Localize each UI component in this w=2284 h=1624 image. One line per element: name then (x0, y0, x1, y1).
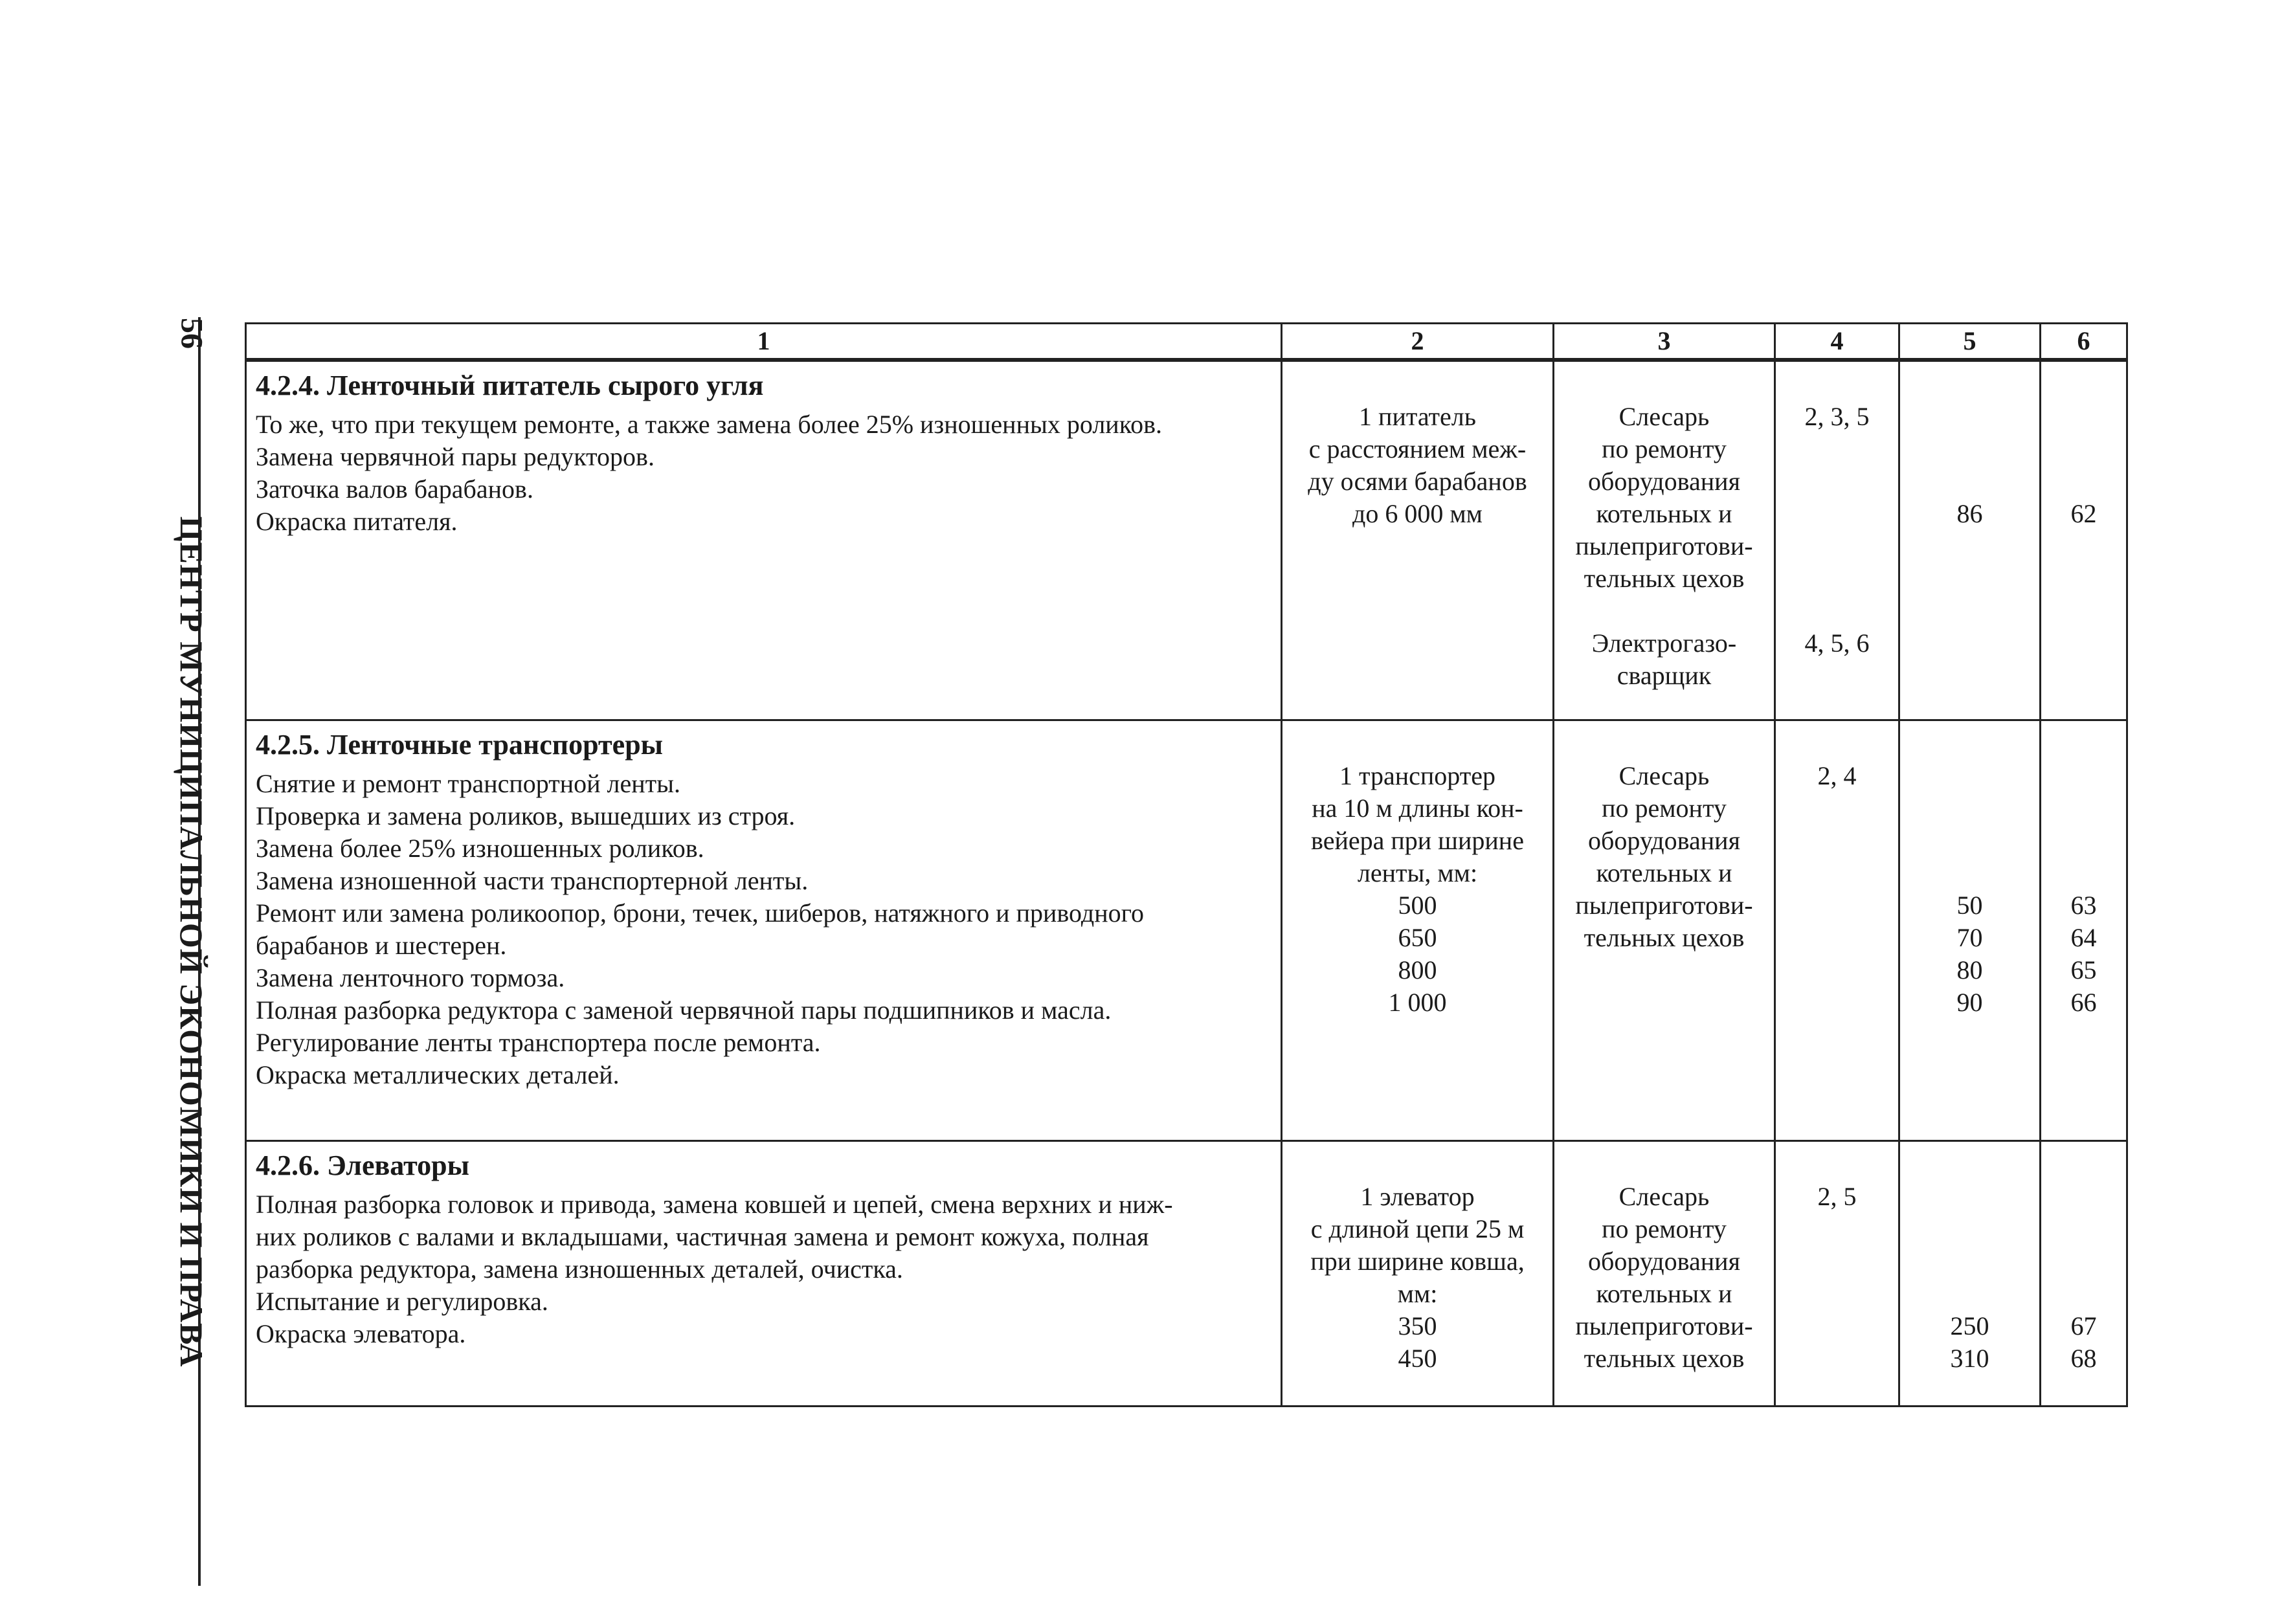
work-description (246, 720, 1282, 1140)
norm-value: 86 (1956, 499, 1983, 528)
unit-line: с длиной цепи 25 м (1310, 1214, 1525, 1243)
section-title: 4.2.5. Ленточные транспортеры (256, 728, 664, 761)
norm-value: 65 (2070, 955, 2097, 984)
header-cell-5: 5 (1899, 324, 2041, 361)
worker-line: пылеприготови- (1575, 1311, 1753, 1340)
page-number: 56 (174, 318, 209, 349)
unit-line: 650 (1398, 922, 1437, 952)
norms-table (245, 322, 2128, 1407)
grade-cell (1775, 360, 1899, 720)
worker-line: котельных и (1596, 499, 1732, 528)
work-description (246, 360, 1282, 720)
worker-line: оборудования (1588, 467, 1740, 496)
norm-value: 250 (1950, 1311, 1989, 1340)
header-cell-2: 2 (1282, 324, 1554, 361)
norm-value: 310 (1950, 1343, 1989, 1373)
work-description (246, 1140, 1282, 1406)
norm-cell-5 (1899, 1140, 2041, 1406)
unit-line: 350 (1398, 1311, 1437, 1340)
work-line: Замена более 25% изношенных роликов. (256, 833, 704, 863)
work-line: Ремонт или замена роликоопор, брони, течек, шиберов, натяжного и приводного (256, 898, 1145, 928)
unit-line: 500 (1398, 890, 1437, 920)
work-line: То же, что при текущем ремонте, а также замена более 25% изношенных роликов. (256, 410, 1162, 439)
header-cell-3: 3 (1554, 324, 1775, 361)
unit-line: с расстоянием меж- (1308, 434, 1527, 463)
work-line: Регулирование ленты транспортера после ремонта. (256, 1027, 821, 1057)
work-line: Окраска питателя. (256, 507, 458, 536)
unit-line: на 10 м длины кон- (1312, 793, 1523, 823)
worker-line: по ремонту (1602, 793, 1727, 823)
worker-line: тельных цехов (1584, 922, 1745, 952)
table-row (246, 720, 2127, 1140)
worker-cell (1554, 1140, 1775, 1406)
unit-cell (1282, 360, 1554, 720)
worker-line: по ремонту (1602, 1214, 1727, 1243)
header-cell-6: 6 (2041, 324, 2127, 361)
running-title: ЦЕНТР МУНИЦИПАЛЬНОЙ ЭКОНОМИКИ И ПРАВА (174, 516, 210, 1368)
norm-cell-6 (2041, 1140, 2127, 1406)
worker-line: по ремонту (1602, 434, 1727, 463)
work-line: Полная разборка редуктора с заменой червячной пары подшипников и масла. (256, 995, 1112, 1025)
worker-line: Слесарь (1618, 402, 1710, 431)
work-line: Полная разборка головок и привода, замена ковшей и цепей, смена верхних и ниж- (256, 1189, 1173, 1219)
norm-cell-5 (1899, 360, 2041, 720)
grade-cell (1775, 1140, 1899, 1406)
table-row (246, 360, 2127, 720)
worker-line: сварщик (1617, 661, 1712, 690)
header-row (246, 324, 2127, 361)
unit-line: 1 питатель (1359, 402, 1476, 431)
work-line: Снятие и ремонт транспортной ленты. (256, 768, 681, 798)
worker-line: пылеприготови- (1575, 531, 1753, 561)
norm-value: 50 (1956, 890, 1983, 920)
unit-line: мм: (1397, 1278, 1438, 1308)
work-line: Проверка и замена роликов, вышедших из строя. (256, 801, 796, 830)
grade-value: 2, 3, 5 (1804, 402, 1870, 431)
table-row (246, 1140, 2127, 1406)
unit-line: ду осями барабанов (1308, 467, 1527, 496)
norm-value: 80 (1956, 955, 1983, 984)
worker-cell (1554, 720, 1775, 1140)
worker-line: Электрогазо- (1591, 628, 1737, 658)
norm-value: 64 (2070, 922, 2097, 952)
norm-value: 90 (1956, 987, 1983, 1017)
work-line: Замена изношенной части транспортерной ленты. (256, 865, 809, 895)
unit-line: 800 (1398, 955, 1437, 984)
work-line: Замена ленточного тормоза. (256, 962, 565, 992)
norm-cell-5 (1899, 720, 2041, 1140)
norm-cell-6 (2041, 360, 2127, 720)
worker-line: оборудования (1588, 825, 1740, 855)
unit-line: 1 транспортер (1339, 761, 1495, 790)
work-line: Окраска элеватора. (256, 1318, 466, 1348)
header-cell-1: 1 (246, 324, 1282, 361)
norm-value: 63 (2070, 890, 2097, 920)
worker-line: котельных и (1596, 858, 1732, 887)
unit-cell (1282, 1140, 1554, 1406)
work-line: Испытание и регулировка. (256, 1286, 548, 1316)
section-title: 4.2.4. Ленточный питатель сырого угля (256, 370, 764, 401)
norm-cell-6 (2041, 720, 2127, 1140)
worker-line: Слесарь (1618, 761, 1710, 790)
section-title: 4.2.6. Элеваторы (256, 1149, 469, 1181)
worker-line: Слесарь (1618, 1181, 1710, 1211)
work-line: них роликов с валами и вкладышами, частичная замена и ремонт кожуха, полная (256, 1221, 1149, 1251)
unit-line: при ширине ковша, (1310, 1246, 1525, 1276)
work-line: Заточка валов барабанов. (256, 474, 533, 504)
norm-value: 70 (1956, 922, 1983, 952)
norm-value: 67 (2070, 1311, 2097, 1340)
work-line: барабанов и шестерен. (256, 930, 507, 960)
unit-line: 450 (1398, 1343, 1437, 1373)
grade-value: 4, 5, 6 (1804, 628, 1870, 658)
worker-line: котельных и (1596, 1278, 1732, 1308)
header-cell-4: 4 (1775, 324, 1899, 361)
unit-line: до 6 000 мм (1352, 499, 1483, 528)
unit-line: 1 элеватор (1360, 1181, 1475, 1211)
worker-cell (1554, 360, 1775, 720)
worker-line: оборудования (1588, 1246, 1740, 1276)
unit-line: ленты, мм: (1357, 858, 1478, 887)
norm-value: 62 (2070, 499, 2097, 528)
worker-line: пылеприготови- (1575, 890, 1753, 920)
norm-value: 66 (2070, 987, 2097, 1017)
unit-line: 1 000 (1388, 987, 1447, 1017)
norm-value: 68 (2070, 1343, 2097, 1373)
unit-cell (1282, 720, 1554, 1140)
grade-value: 2, 4 (1817, 761, 1857, 790)
worker-line: тельных цехов (1584, 1343, 1745, 1373)
work-line: Замена червячной пары редукторов. (256, 442, 655, 471)
work-line: разборка редуктора, замена изношенных деталей, очистка. (256, 1254, 903, 1284)
work-line: Окраска металлических деталей. (256, 1060, 620, 1089)
grade-cell (1775, 720, 1899, 1140)
grade-value: 2, 5 (1817, 1181, 1857, 1211)
unit-line: вейера при ширине (1311, 825, 1524, 855)
worker-line: тельных цехов (1584, 564, 1745, 593)
